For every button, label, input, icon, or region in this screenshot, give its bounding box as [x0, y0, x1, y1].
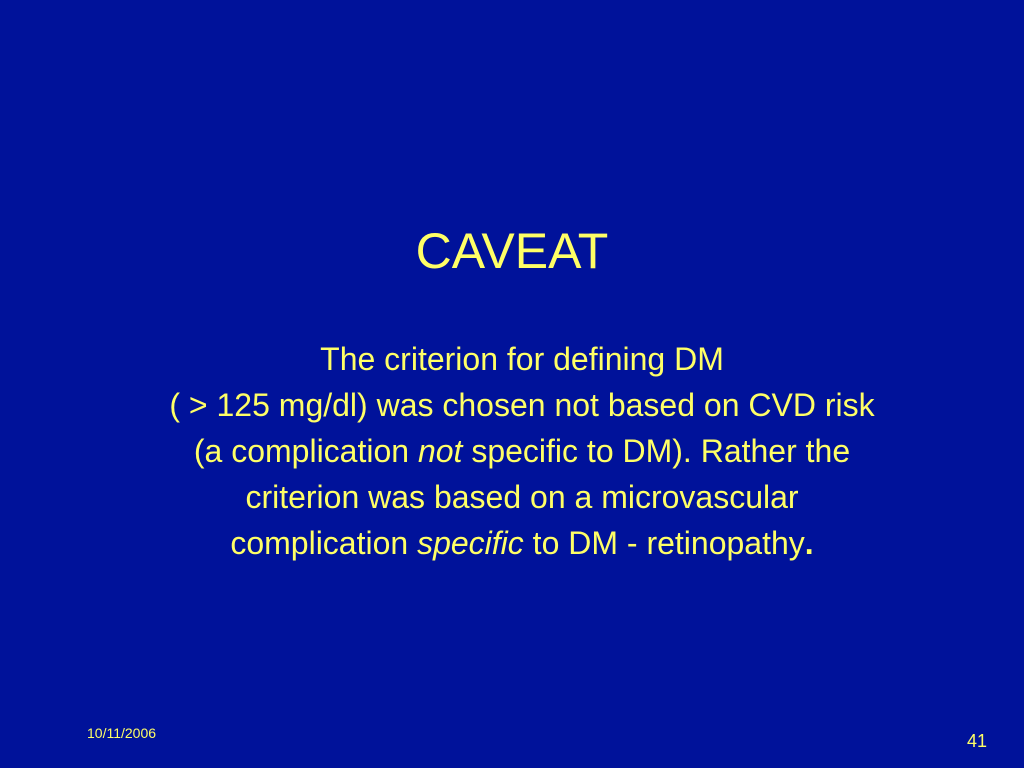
- body-line-3-start: (a complication: [193, 433, 418, 469]
- footer-date: 10/11/2006: [87, 725, 157, 741]
- final-period: .: [804, 525, 814, 561]
- body-line-3: [0, 428, 1024, 474]
- emphasis-specific: specific: [417, 525, 524, 561]
- slide-title: CAVEAT: [415, 223, 609, 279]
- body-line-5-end: to DM - retinopathy: [523, 525, 805, 561]
- emphasis-not: not: [417, 433, 463, 469]
- body-line-2: ( > 125 mg/dl) was chosen not based on CVD risk: [169, 387, 875, 423]
- body-line-5-start: complication: [230, 525, 418, 561]
- body-line-4: criterion was based on a microvascular: [245, 479, 799, 515]
- slide-number: 41: [966, 731, 987, 751]
- body-line-3-end: specific to DM). Rather the: [462, 433, 851, 469]
- slide-body: [0, 336, 1024, 566]
- body-line-1: The criterion for defining DM: [320, 341, 724, 377]
- body-line-5: [0, 520, 1024, 566]
